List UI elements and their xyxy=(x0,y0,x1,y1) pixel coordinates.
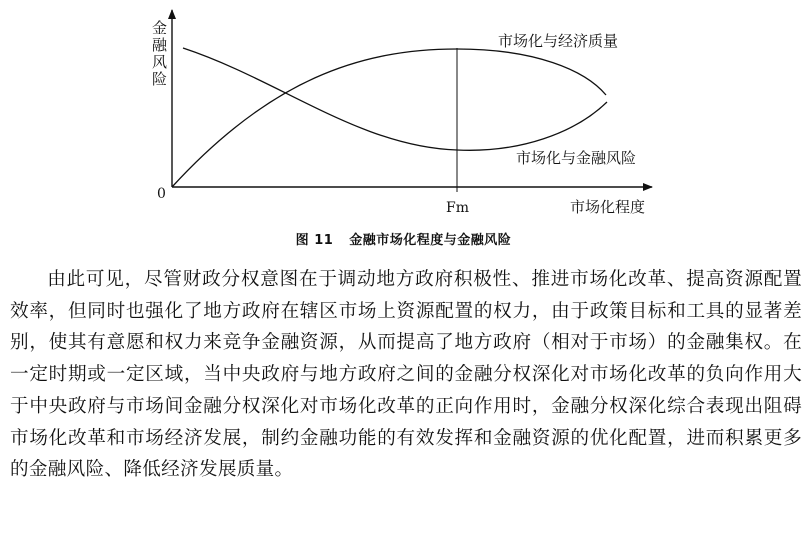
risk-curve xyxy=(183,48,607,150)
origin-label: 0 xyxy=(157,186,166,202)
quality-curve-label: 市场化与经济质量 xyxy=(498,32,619,50)
body-paragraph: 由此可见，尽管财政分权意图在于调动地方政府积极性、推进市场化改革、提高资源配置效率，但同时也强化了地方政府在辖区市场上资源配置的权力，由于政策目标和工具的显著差别，使其有意愿和权力来竞争金融资源，从而提高了地方政府（相对于市场）的金融集权。在一定时期或一定区域，当中央政府与地方政府之间的金融分权深化对市场化改革的负向作用大于中央政府与市场间金融分权深化对市场化改革的正向作用时，金融分权深化综合表现出阻碍市场化改革和市场经济发展，制约金融功能的有效发挥和金融资源的优化配置，进而积累更多的金融风险、降低经济发展质量。 xyxy=(10,269,802,481)
caption-number: 图 11 xyxy=(295,233,334,248)
y-axis-label-char: 险 xyxy=(152,70,168,88)
figure-caption xyxy=(0,229,807,248)
risk-curve-label: 市场化与金融风险 xyxy=(516,149,637,167)
y-axis-label-char: 融 xyxy=(152,36,168,54)
y-axis-label-char: 风 xyxy=(152,53,168,71)
y-axis-label xyxy=(152,19,168,88)
y-axis-label-char: 金 xyxy=(152,19,168,37)
fm-tick-label: Fm xyxy=(446,200,469,216)
x-axis-label: 市场化程度 xyxy=(570,198,646,216)
caption-title: 金融市场化程度与金融风险 xyxy=(349,233,512,248)
risk-diagram xyxy=(0,0,807,258)
